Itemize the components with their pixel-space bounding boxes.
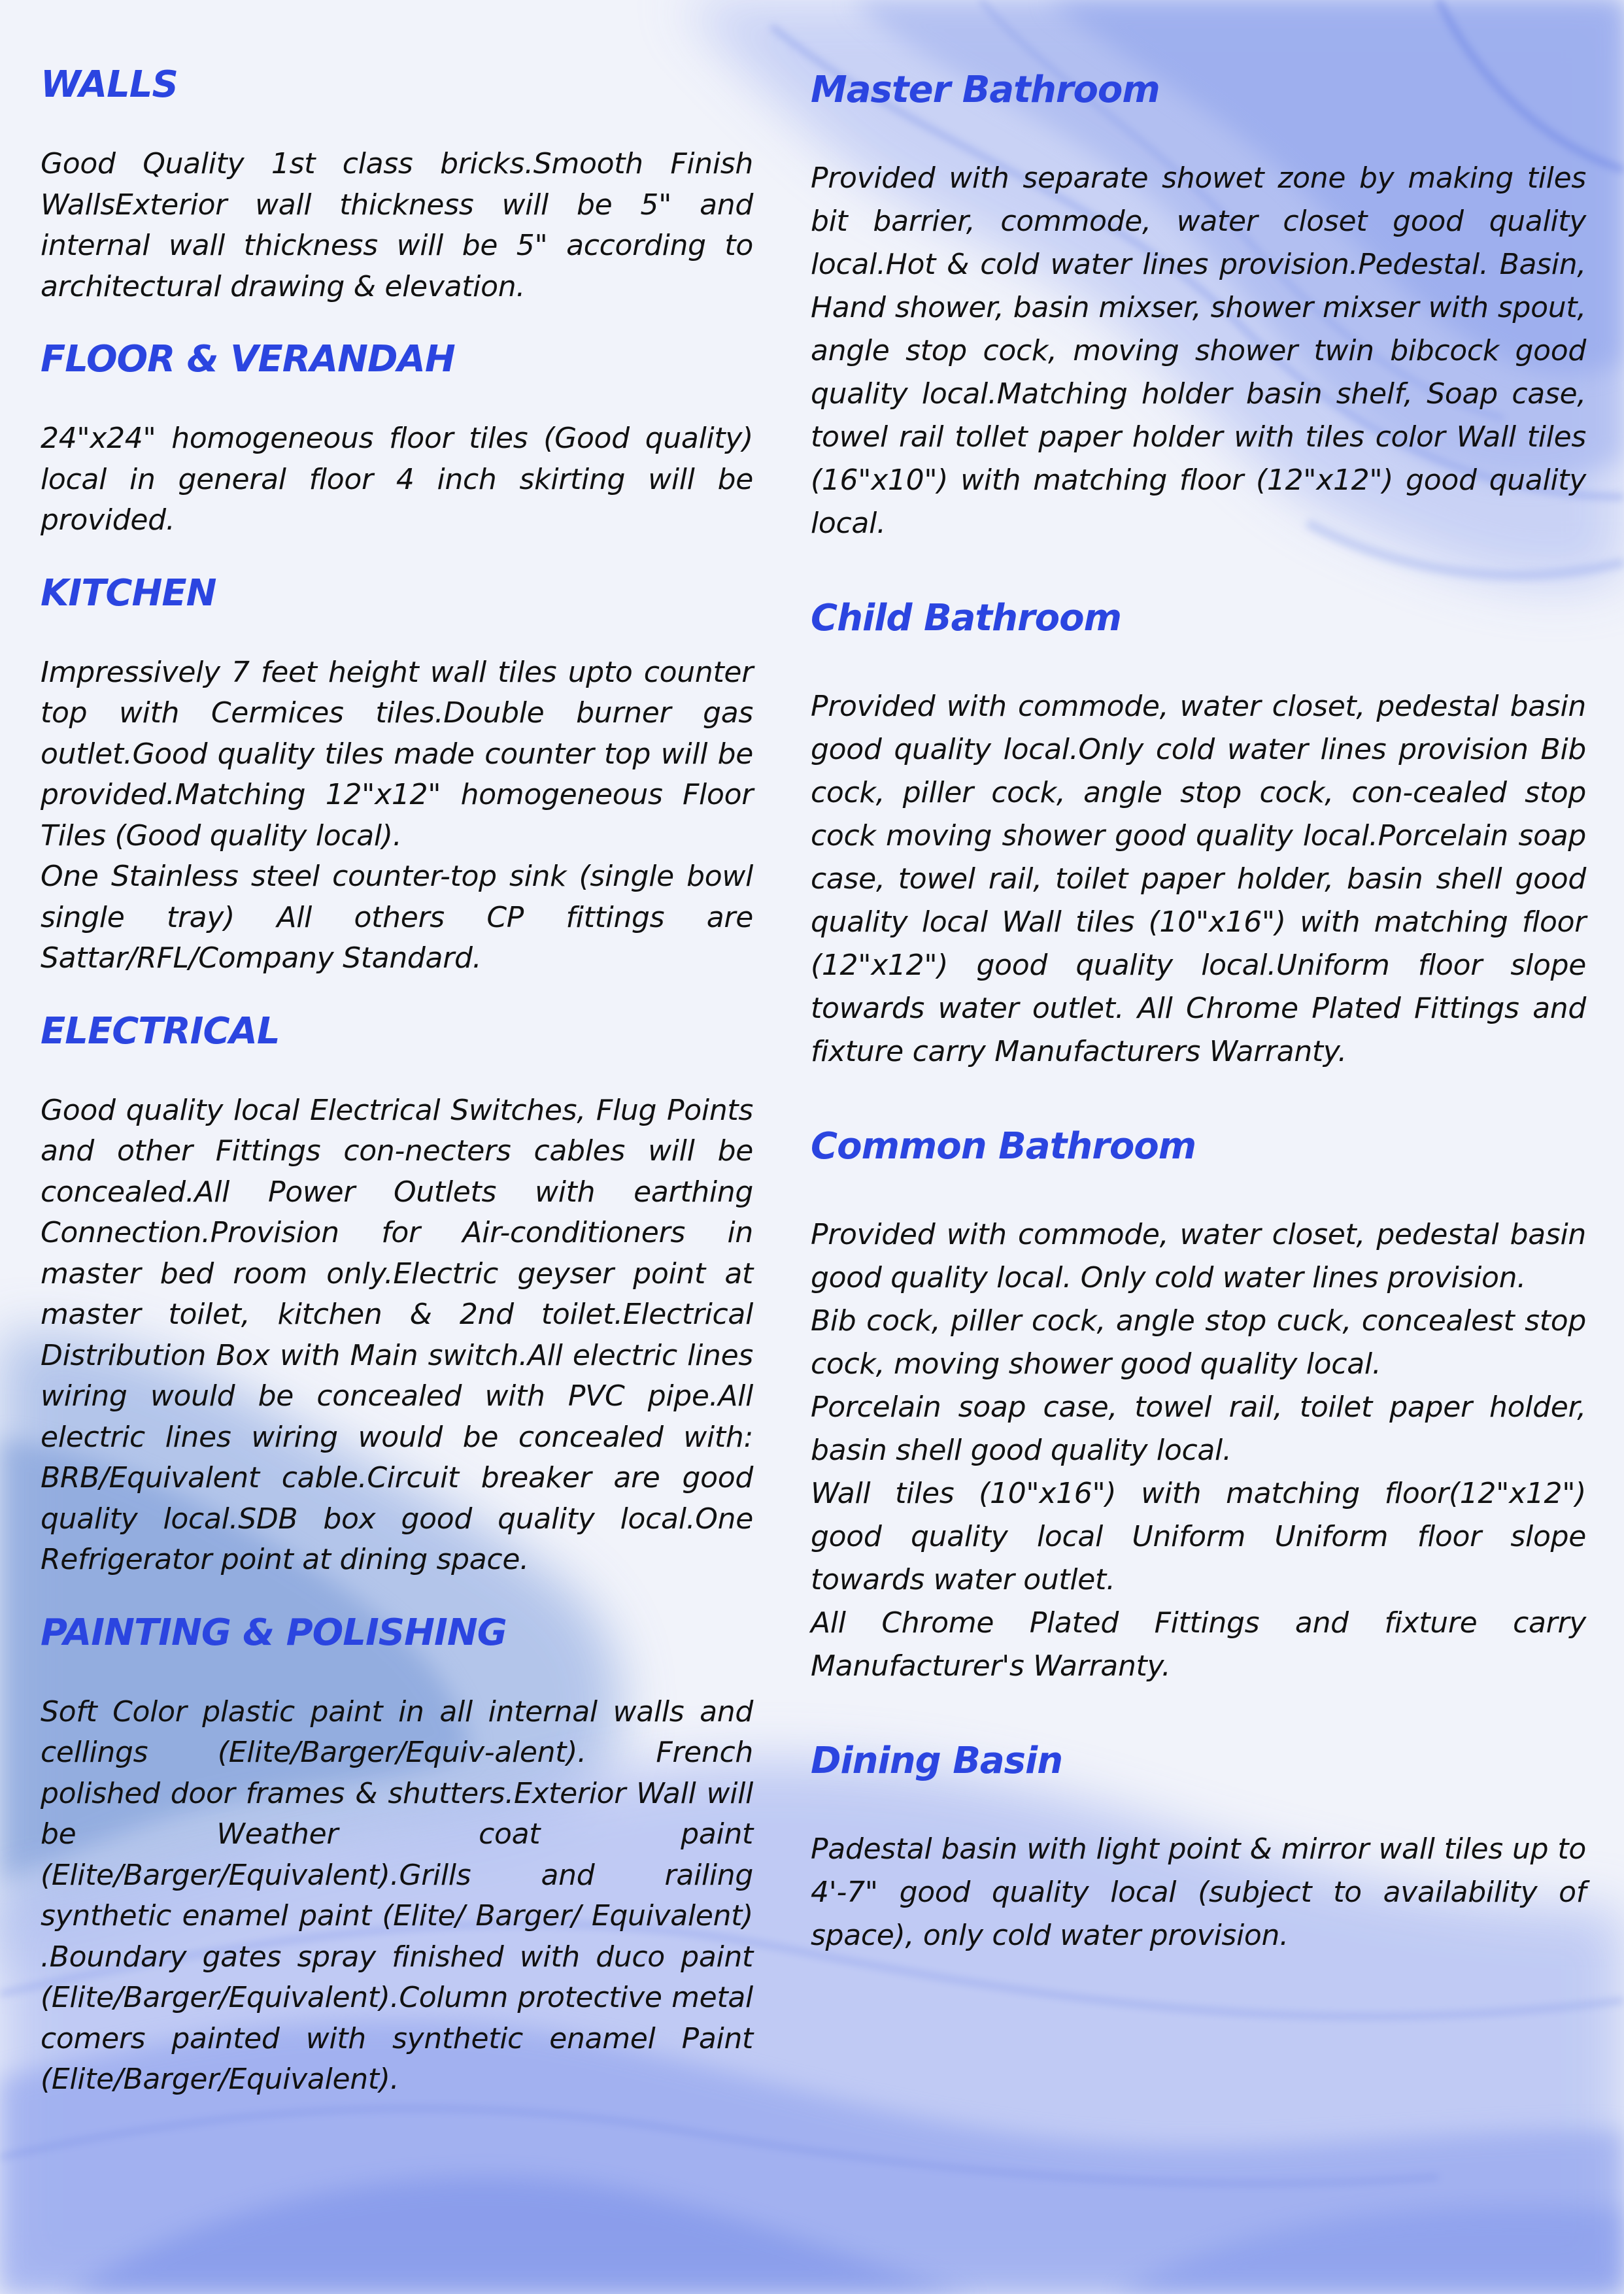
- kitchen-text-2: One Stainless steel counter-top sink (single bowl single tray) All others CP fittings are Sattar/RFL/Company Standard.: [41, 860, 753, 975]
- kitchen-heading: KITCHEN: [41, 571, 216, 615]
- master-bathroom-section: [811, 65, 1586, 545]
- right-column: [811, 65, 1586, 1957]
- painting-polishing-section: [41, 1608, 753, 2100]
- painting-polishing-heading: PAINTING & POLISHING: [41, 1611, 507, 1654]
- walls-section: [41, 60, 753, 307]
- electrical-text: Good quality local Electrical Switches, Flug Points and other Fittings con-necters cables will be concealed.All Power Outlets with earthing Connection.Provision for Air-conditioners in master bed room only.Electric geyser point at master toilet, kitchen & 2nd toilet.Electrical Distribution Box with Main switch.All electric lines wiring would be concealed with PVC pipe.All electric lines wiring would be concealed with: BRB/Equivalent cable.Circuit breaker are good quality local.SDB box good quality local.One Refrigerator point at dining space.: [41, 1093, 753, 1576]
- floor-verandah-section: [41, 335, 753, 541]
- painting-polishing-text: Soft Color plastic paint in all internal walls and cellings (Elite/Barger/Equiv-alent). French polished door frames & shutters.Exterior Wall will be Weather coat paint (Elite/Barger/Equivalent).Grills and railing synthetic enamel paint (Elite/ Barger/ Equivalent) .Boundary gates spray finished with duco paint (Elite/Barger/Equivalent).Column protective metal comers painted with synthetic enamel Paint (Elite/Barger/Equivalent).: [41, 1695, 753, 2096]
- common-bathroom-text-4: Wall tiles (10"x16") with matching floor(12"x12") good quality local Uniform Uniform floor slope towards water outlet.: [811, 1477, 1586, 1596]
- dining-basin-heading: Dining Basin: [811, 1740, 1063, 1782]
- common-bathroom-section: [811, 1122, 1586, 1688]
- electrical-section: [41, 1007, 753, 1581]
- floor-verandah-heading: FLOOR & VERANDAH: [41, 338, 455, 380]
- dining-basin-section: [811, 1736, 1586, 1957]
- common-bathroom-text-1: Provided with commode, water closet, pedestal basin good quality local. Only cold water lines provision.: [811, 1218, 1586, 1294]
- floor-verandah-text: 24"x24" homogeneous floor tiles (Good quality) local in general floor 4 inch skirting will be provided.: [41, 422, 753, 537]
- common-bathroom-heading: Common Bathroom: [811, 1125, 1196, 1168]
- child-bathroom-section: [811, 594, 1586, 1073]
- walls-text: Good Quality 1st class bricks.Smooth Finish WallsExterior wall thickness will be 5" and internal wall thickness will be 5" according to architectural drawing & elevation.: [41, 147, 753, 303]
- common-bathroom-text-5: All Chrome Plated Fittings and fixture carry Manufacturer's Warranty.: [811, 1606, 1586, 1683]
- walls-heading: WALLS: [41, 63, 178, 106]
- kitchen-section: [41, 569, 753, 979]
- master-bathroom-text: Provided with separate showet zone by making tiles bit barrier, commode, water closet good quality local.Hot & cold water lines provision.Pedestal. Basin, Hand shower, basin mixser, shower mixser with spout, angle stop cock, moving shower twin bibcock good quality local.Matching holder basin shelf, Soap case, towel rail tollet paper holder with tiles color Wall tiles (16"x10") with matching floor (12"x12") good quality local.: [811, 161, 1586, 540]
- common-bathroom-text-2: Bib cock, piller cock, angle stop cuck, concealest stop cock, moving shower good quality local.: [811, 1304, 1586, 1381]
- kitchen-text-1: Impressively 7 feet height wall tiles upto counter top with Cermices tiles.Double burner gas outlet.Good quality tiles made counter top will be provided.Matching 12"x12" homogeneous Floor Tiles (Good quality local).: [41, 655, 753, 852]
- dining-basin-text: Padestal basin with light point & mirror wall tiles up to 4'-7" good quality local (subject to availability of space), only cold water provision.: [811, 1832, 1586, 1952]
- left-column: [41, 60, 753, 2100]
- electrical-heading: ELECTRICAL: [41, 1009, 280, 1053]
- common-bathroom-text-3: Porcelain soap case, towel rail, toilet paper holder, basin shell good quality local.: [811, 1391, 1586, 1467]
- child-bathroom-heading: Child Bathroom: [811, 597, 1121, 639]
- master-bathroom-heading: Master Bathroom: [811, 69, 1160, 111]
- child-bathroom-text: Provided with commode, water closet, pedestal basin good quality local.Only cold water lines provision Bib cock, piller cock, angle stop cock, con-cealed stop cock moving shower good quality local.Porcelain soap case, towel rail, toilet paper holder, basin shell good quality local Wall tiles (10"x16") with matching floor (12"x12") good quality local.Uniform floor slope towards water outlet. All Chrome Plated Fittings and fixture carry Manufacturers Warranty.: [811, 690, 1586, 1068]
